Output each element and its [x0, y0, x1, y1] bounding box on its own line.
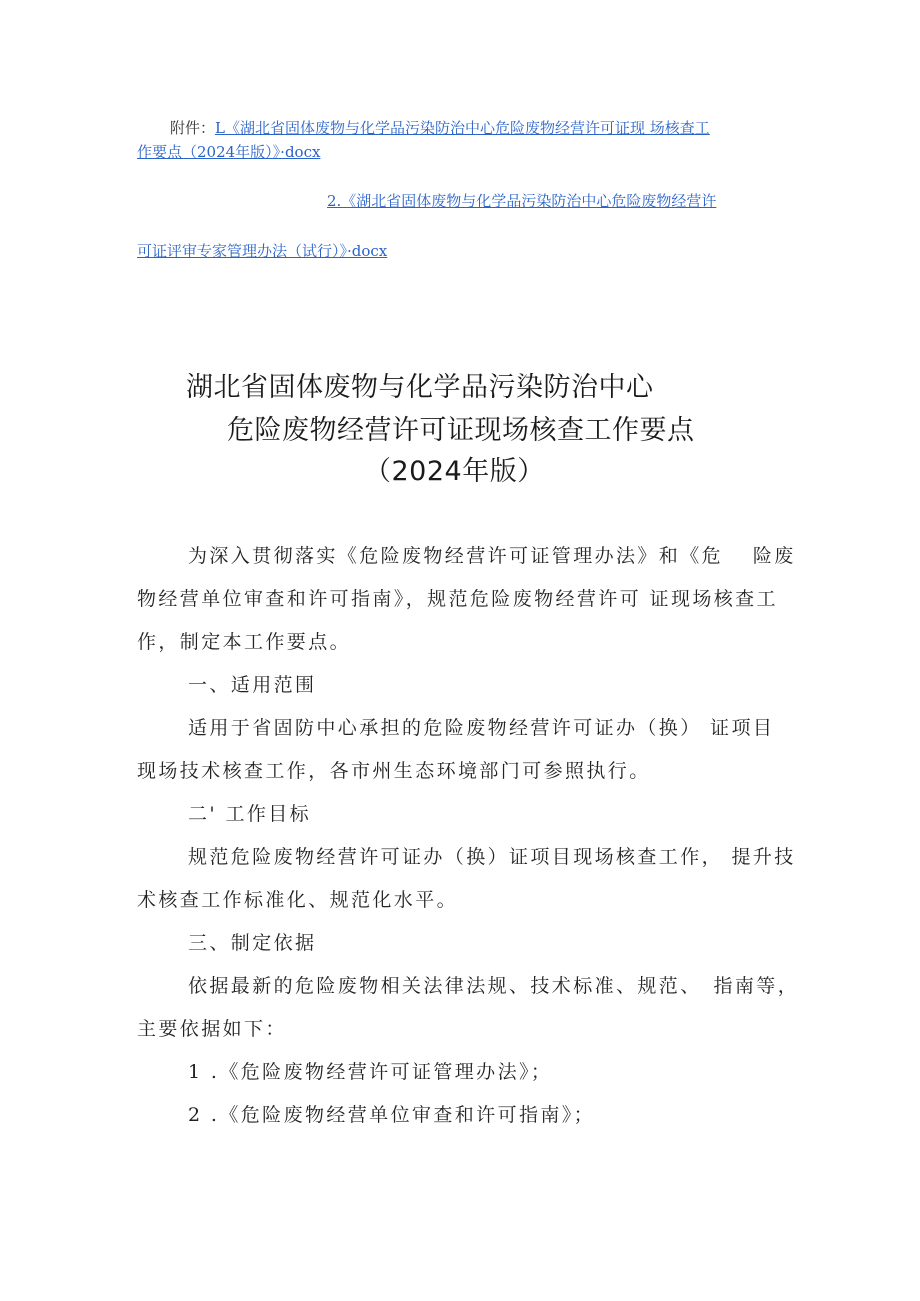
- basis-paragraph-line: 依据最新的危险废物相关法律法规、技术标准、规范、 指南等，: [188, 975, 800, 997]
- title-line-3: （2024年版）: [364, 456, 545, 487]
- title-line-1: 湖北省固体废物与化学品污染防治中心: [186, 372, 654, 403]
- intro-paragraph-line: 为深入贯彻落实《危险废物经营许可证管理办法》和《危 险废: [188, 545, 796, 567]
- section-heading-goals: 二' 工作目标: [188, 803, 312, 825]
- scope-paragraph-line: 适用于省固防中心承担的危险废物经营许可证办（换） 证项目: [188, 717, 775, 739]
- basis-list-item: 1 .《危险废物经营许可证管理办法》；: [188, 1061, 553, 1083]
- goals-paragraph-line: 规范危险废物经营许可证办（换）证项目现场核查工作， 提升技: [188, 846, 796, 868]
- attachment-link-1-continued[interactable]: 作要点（2024年版）》·docx: [137, 143, 321, 161]
- section-heading-basis: 三、制定依据: [188, 932, 317, 954]
- basis-paragraph-line: 主要依据如下：: [137, 1018, 287, 1040]
- attachment-line: [170, 118, 710, 138]
- intro-paragraph-line: 物经营单位审查和许可指南》，规范危险废物经营许可 证现场核查工: [137, 588, 778, 610]
- scope-paragraph-line: 现场技术核查工作，各市州生态环境部门可参照执行。: [137, 760, 651, 782]
- section-heading-scope: 一、适用范围: [188, 674, 317, 696]
- goals-paragraph-line: 术核查工作标准化、规范化水平。: [137, 889, 459, 911]
- attachment-link-2[interactable]: 2.《湖北省固体废物与化学品污染防治中心危险废物经营许: [327, 192, 717, 210]
- intro-paragraph-line: 作，制定本工作要点。: [137, 631, 352, 653]
- attachment-link-2-continued[interactable]: 可证评审专家管理办法（试行）》·docx: [137, 242, 388, 260]
- basis-list-item: 2 .《危险废物经营单位审查和许可指南》；: [188, 1104, 596, 1126]
- title-line-2: 危险废物经营许可证现场核查工作要点: [227, 415, 695, 446]
- attachment-link-1[interactable]: L《湖北省固体废物与化学品污染防治中心危险废物经营许可证现 场核查工: [215, 119, 710, 137]
- attachment-label: 附件：: [170, 119, 216, 137]
